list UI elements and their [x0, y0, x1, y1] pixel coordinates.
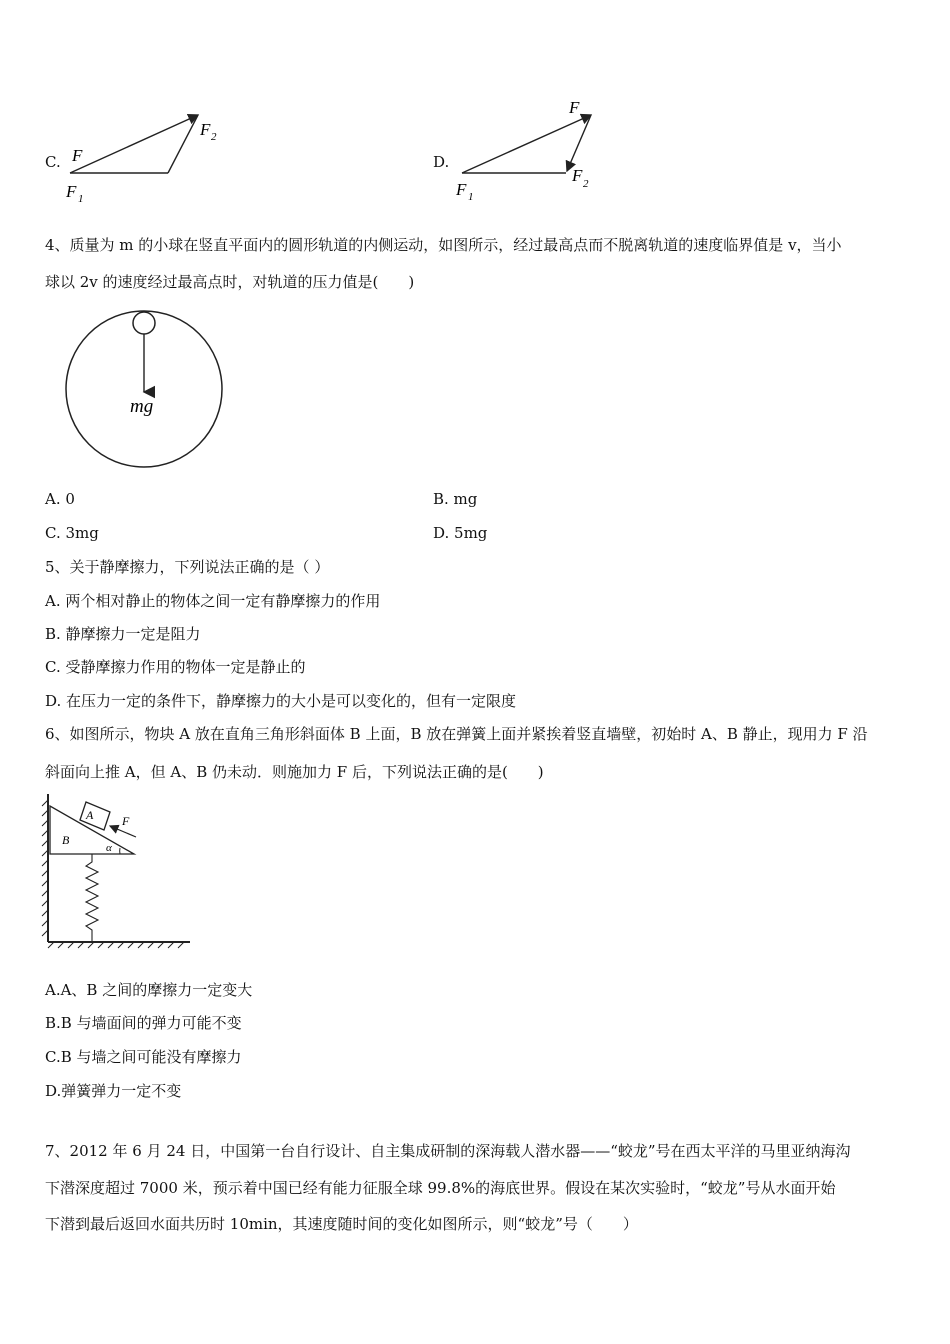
option-d-f1-sub: 1	[468, 191, 474, 203]
spring	[86, 854, 98, 942]
q4-circular-track-figure	[60, 308, 230, 473]
option-d-f-vector	[462, 115, 591, 173]
q4-option-d: D. 5mg	[433, 524, 488, 542]
mg-label: mg	[130, 396, 154, 417]
block-a-label: A	[86, 808, 94, 822]
q6-option-d: D.弹簧弹力一定不变	[45, 1082, 182, 1100]
option-c-f-vector	[70, 115, 198, 173]
q6-option-b: B.B 与墙面间的弹力可能不变	[45, 1014, 242, 1032]
option-d-label: D.	[433, 153, 450, 171]
q7-stem-line3: 下潜到最后返回水面共历时 10min，其速度随时间的变化如图所示，则“蛟龙”号（ ）	[45, 1215, 638, 1233]
wedge-b-label: B	[62, 833, 70, 847]
q4-option-b: B. mg	[433, 490, 478, 508]
option-d-f-text: F	[569, 98, 580, 117]
q7-stem-line1: 7、2012 年 6 月 24 日，中国第一台自行设计、自主集成研制的深海载人潜水器——“蛟龙”号在西太平洋的马里亚纳海沟	[45, 1142, 851, 1160]
q6-option-c: C.B 与墙之间可能没有摩擦力	[45, 1048, 242, 1066]
option-c-f2-sub: 2	[211, 131, 217, 143]
option-c-force-triangle	[60, 105, 240, 215]
q5-option-b: B. 静摩擦力一定是阻力	[45, 625, 201, 643]
option-c-label: C.	[45, 153, 61, 171]
q6-stem-line2: 斜面向上推 A，但 A、B 仍未动．则施加力 F 后，下列说法正确的是( )	[45, 763, 544, 781]
option-c-f2-vector	[168, 115, 198, 173]
q5-option-d: D. 在压力一定的条件下，静摩擦力的大小是可以变化的，但有一定限度	[45, 692, 517, 710]
q4-stem-line1: 4、质量为 m 的小球在竖直平面内的圆形轨道的内侧运动，如图所示，经过最高点而不脱离轨道的速度临界值是 v，当小	[45, 236, 842, 254]
option-c-f-text: F	[72, 146, 83, 165]
q5-option-a: A. 两个相对静止的物体之间一定有静摩擦力的作用	[45, 592, 381, 610]
option-d-f2-text: F	[572, 166, 583, 185]
force-f-label: F	[122, 814, 130, 828]
angle-alpha-label: α	[106, 842, 112, 854]
option-d-f2-sub: 2	[583, 178, 589, 190]
q7-stem-line2: 下潜深度超过 7000 米，预示着中国已经有能力征服全球 99.8%的海底世界。假设在某次实验时，“蛟龙”号从水面开始	[45, 1179, 836, 1197]
q6-wedge-spring-figure	[40, 792, 200, 952]
small-ball	[133, 312, 155, 334]
q6-stem-line1: 6、如图所示，物块 A 放在直角三角形斜面体 B 上面，B 放在弹簧上面并紧挨着竖直墙壁，初始时 A、B 静止，现用力 F 沿	[45, 725, 868, 743]
option-c-f2-text: F	[200, 120, 211, 139]
option-d-force-triangle	[450, 95, 620, 210]
option-c-f1-text: F	[66, 182, 77, 201]
q4-stem-line2: 球以 2v 的速度经过最高点时，对轨道的压力值是( )	[45, 273, 415, 291]
option-d-f2-vector	[567, 115, 591, 171]
q4-option-a: A. 0	[45, 490, 75, 508]
q5-option-c: C. 受静摩擦力作用的物体一定是静止的	[45, 658, 306, 676]
q5-stem: 5、关于静摩擦力，下列说法正确的是（ ）	[45, 558, 330, 576]
option-d-f1-text: F	[456, 180, 467, 199]
q6-option-a: A.A、B 之间的摩擦力一定变大	[45, 981, 253, 999]
option-c-f1-sub: 1	[78, 193, 84, 205]
q4-option-c: C. 3mg	[45, 524, 99, 542]
